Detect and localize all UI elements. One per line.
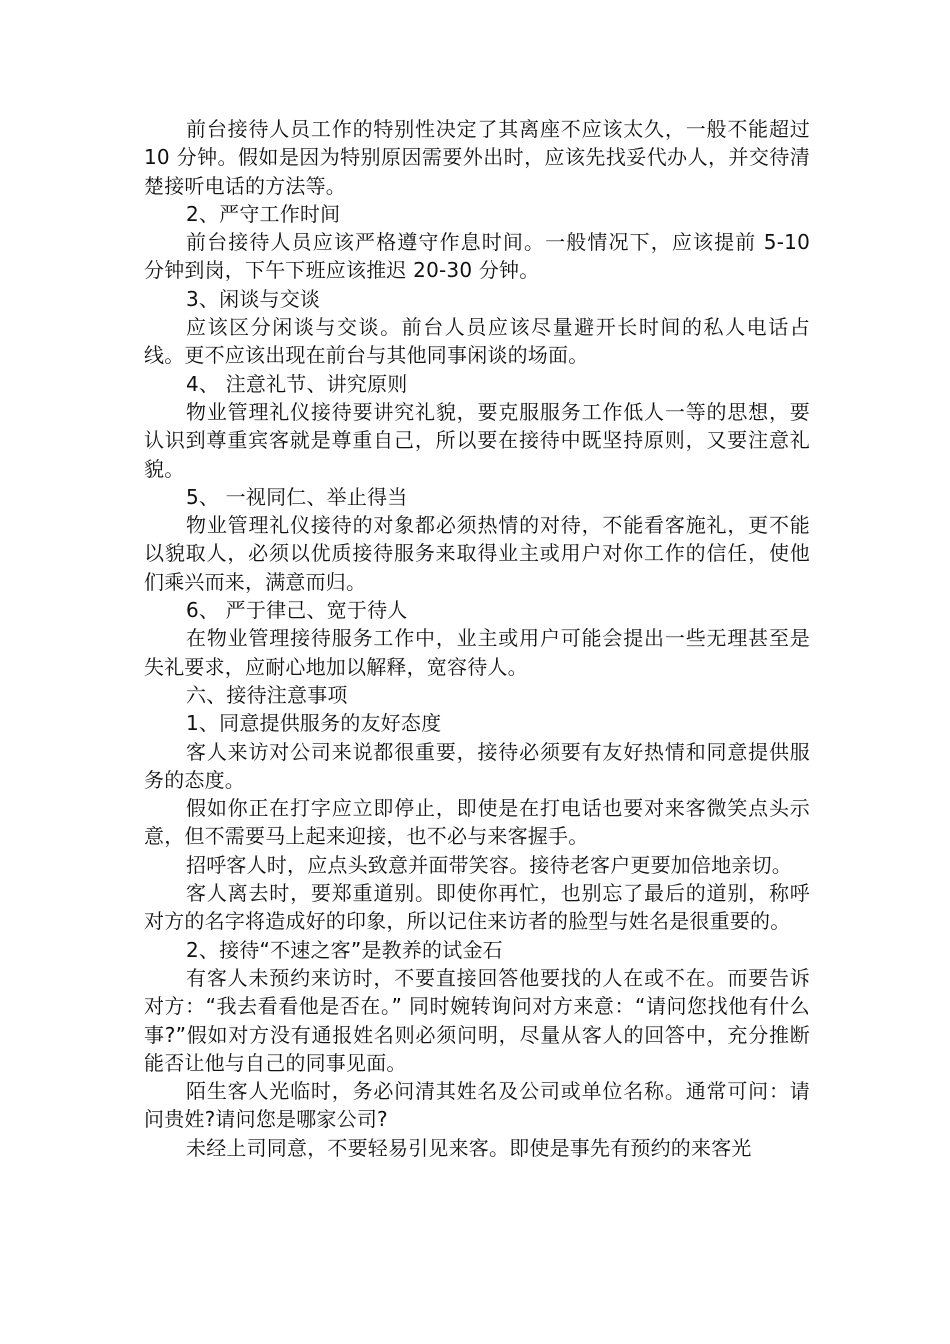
chapter-heading: 六、接待注意事项 — [186, 682, 348, 707]
paragraph: 应该区分闲谈与交谈。前台人员应该尽量避开长时间的私人电话占线。更不应该出现在前台与其他同事闲谈的场面。 — [144, 315, 810, 368]
paragraph: 前台接待人员工作的特别性决定了其离座不应该太久，一般不能超过 10 分钟。假如是因为特别原因需要外出时，应该先找妥代办人，并交待清楚接听电话的方法等。 — [144, 117, 810, 198]
paragraph: 在物业管理接待服务工作中，业主或用户可能会提出一些无理甚至是失礼要求，应耐心地加以解释，宽容待人。 — [144, 626, 810, 679]
section-heading: 2、接待“不速之客”是教养的试金石 — [186, 937, 503, 962]
section-heading: 2、严守工作时间 — [186, 201, 341, 226]
paragraph: 物业管理礼仪接待的对象都必须热情的对待，不能看客施礼，更不能以貌取人，必须以优质接待服务来取得业主或用户对你工作的信任，使他们乘兴而来，满意而归。 — [144, 513, 810, 594]
section-heading: 6、 严于律己、宽于待人 — [186, 598, 408, 623]
paragraph: 前台接待人员应该严格遵守作息时间。一般情况下，应该提前 5-10 分钟到岗，下午下班应该推迟 20-30 分钟。 — [144, 230, 810, 283]
paragraph: 陌生客人光临时，务必问清其姓名及公司或单位名称。通常可问：请问贵姓?请问您是哪家公司? — [144, 1079, 810, 1132]
section-heading: 1、同意提供服务的友好态度 — [186, 711, 442, 736]
section-heading: 4、 注意礼节、讲究原则 — [186, 371, 408, 396]
paragraph: 客人离去时，要郑重道别。即使你再忙，也别忘了最后的道别，称呼对方的名字将造成好的印象，所以记住来访者的脸型与姓名是很重要的。 — [144, 881, 810, 934]
document-body — [144, 115, 810, 1162]
paragraph: 假如你正在打字应立即停止，即使是在打电话也要对来客微笑点头示意，但不需要马上起来迎接，也不必与来客握手。 — [144, 796, 810, 849]
paragraph: 有客人未预约来访时，不要直接回答他要找的人在或不在。而要告诉对方：“我去看看他是否在。” 同时婉转询问对方来意：“请问您找他有什么事?”假如对方没有通报姓名则必须问明，尽量从客人的回答中，充分推断能否让他与自己的同事见面。 — [144, 965, 810, 1075]
paragraph: 招呼客人时，应点头致意并面带笑容。接待老客户更要加倍地亲切。 — [186, 852, 792, 877]
paragraph: 未经上司同意，不要轻易引见来客。即使是事先有预约的来客光 — [186, 1135, 752, 1160]
paragraph: 客人来访对公司来说都很重要，接待必须要有友好热情和同意提供服务的态度。 — [144, 739, 810, 792]
section-heading: 3、闲谈与交谈 — [186, 286, 321, 311]
paragraph: 物业管理礼仪接待要讲究礼貌，要克服服务工作低人一等的思想，要认识到尊重宾客就是尊重自己，所以要在接待中既坚持原则，又要注意礼貌。 — [144, 399, 810, 481]
section-heading: 5、 一视同仁、举止得当 — [186, 484, 408, 509]
